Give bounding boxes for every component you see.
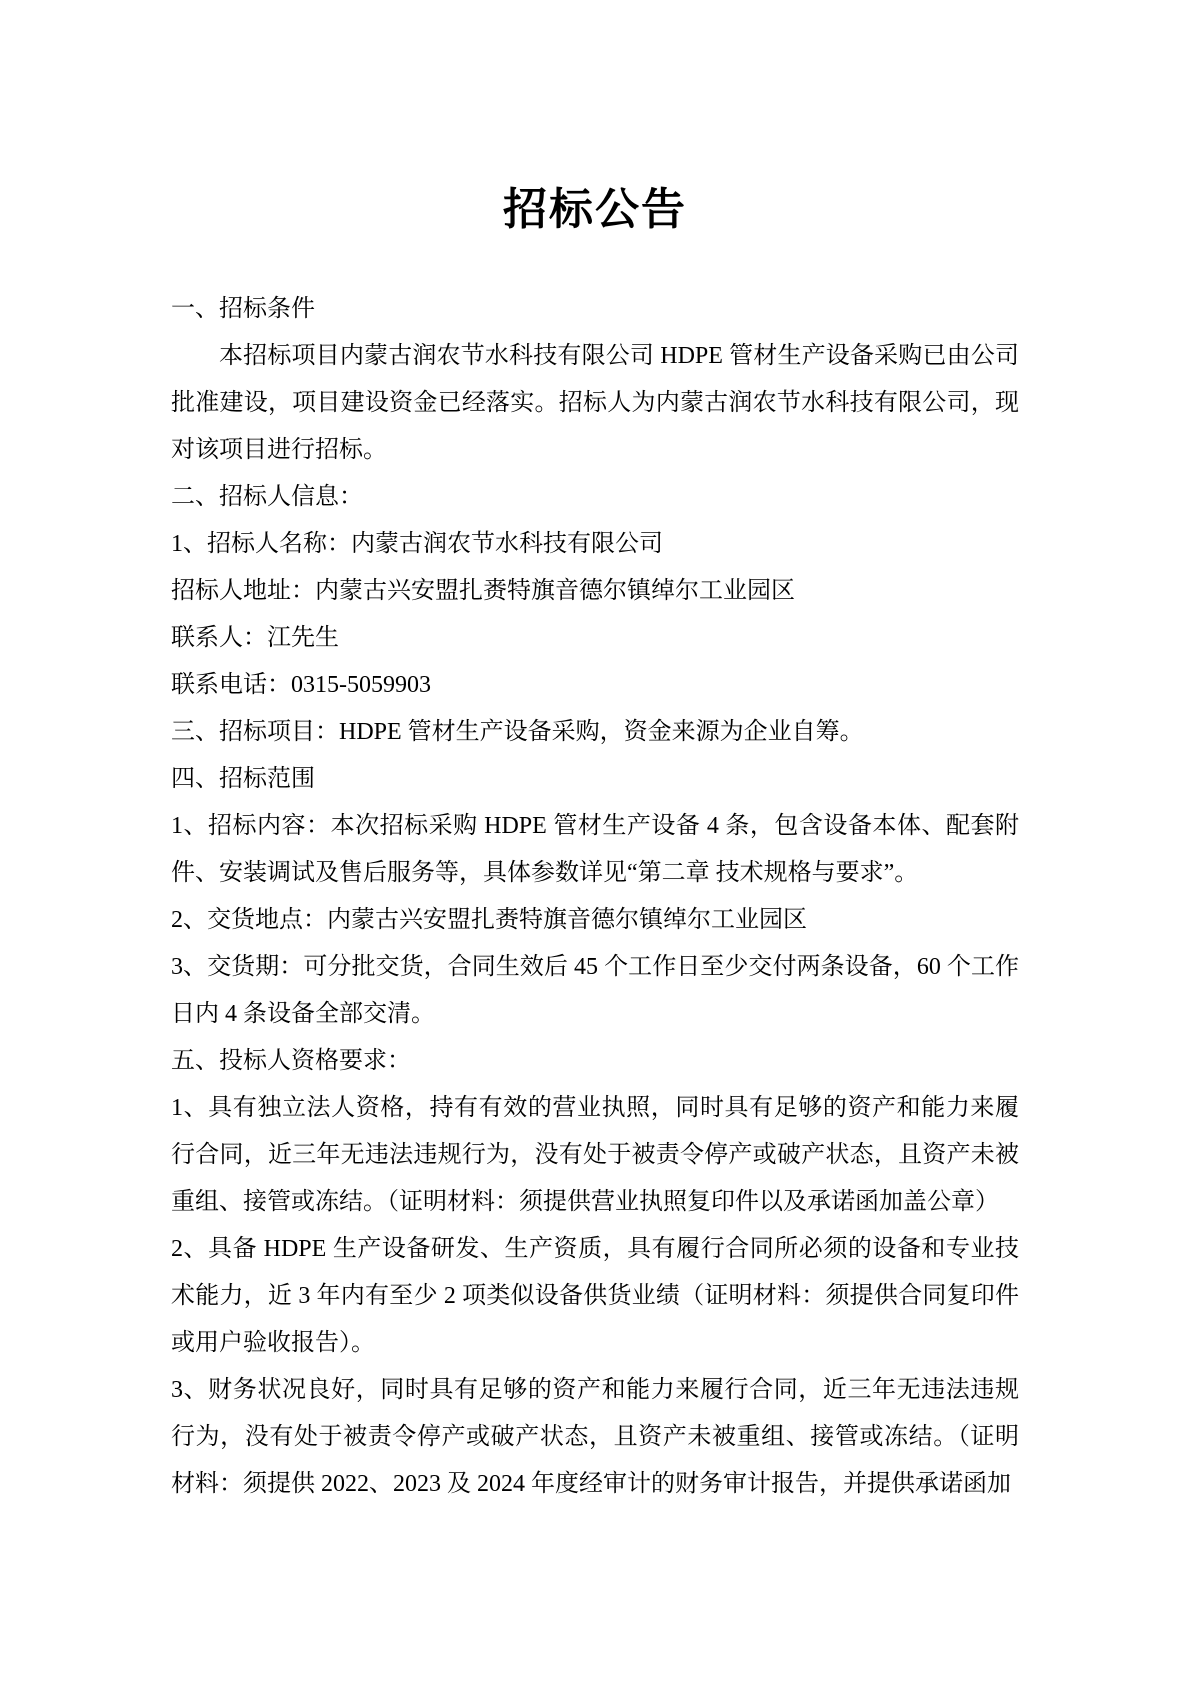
paragraph-qualification-3: 3、财务状况良好，同时具有足够的资产和能力来履行合同，近三年无违法违规行为，没有处于被责令停产或破产状态，且资产未被重组、接管或冻结。（证明材料：须提供 2022、2023 及 2024 年度经审计的财务审计报告，并提供承诺函加 (171, 1377, 1019, 1497)
paragraph-tender-conditions: 本招标项目内蒙古润农节水科技有限公司 HDPE 管材生产设备采购已由公司批准建设，项目建设资金已经落实。招标人为内蒙古润农节水科技有限公司，现对该项目进行招标。 (171, 343, 1019, 463)
paragraph-tender-content: 1、招标内容：本次招标采购 HDPE 管材生产设备 4 条，包含设备本体、配套附件、安装调试及售后服务等，具体参数详见“第二章 技术规格与要求”。 (171, 813, 1019, 886)
section-heading-tenderer-info: 二、招标人信息： (171, 484, 363, 510)
section-heading-bidder-qualifications: 五、投标人资格要求： (171, 1048, 411, 1074)
document-body (171, 286, 1019, 1508)
paragraph-qualification-1: 1、具有独立法人资格，持有有效的营业执照，同时具有足够的资产和能力来履行合同，近三年无违法违规行为，没有处于被责令停产或破产状态，且资产未被重组、接管或冻结。（证明材料：须提供营业执照复印件以及承诺函加盖公章） (171, 1095, 1019, 1215)
document-title: 招标公告 (503, 185, 687, 234)
paragraph-delivery-period: 3、交货期：可分批交货，合同生效后 45 个工作日至少交付两条设备，60 个工作日内 4 条设备全部交清。 (171, 954, 1019, 1027)
paragraph-delivery-place: 2、交货地点：内蒙古兴安盟扎赉特旗音德尔镇绰尔工业园区 (171, 907, 807, 933)
section-heading-tender-project: 三、招标项目：HDPE 管材生产设备采购，资金来源为企业自筹。 (171, 719, 864, 745)
paragraph-contact-person: 联系人：江先生 (171, 625, 339, 651)
paragraph-tenderer-address: 招标人地址：内蒙古兴安盟扎赉特旗音德尔镇绰尔工业园区 (171, 578, 795, 604)
section-heading-tender-conditions: 一、招标条件 (171, 296, 315, 322)
paragraph-qualification-2: 2、具备 HDPE 生产设备研发、生产资质，具有履行合同所必须的设备和专业技术能力，近 3 年内有至少 2 项类似设备供货业绩（证明材料：须提供合同复印件或用户验收报告）。 (171, 1236, 1019, 1356)
paragraph-tenderer-name: 1、招标人名称：内蒙古润农节水科技有限公司 (171, 531, 663, 557)
paragraph-contact-phone: 联系电话：0315-5059903 (171, 672, 431, 698)
section-heading-tender-scope: 四、招标范围 (171, 766, 315, 792)
